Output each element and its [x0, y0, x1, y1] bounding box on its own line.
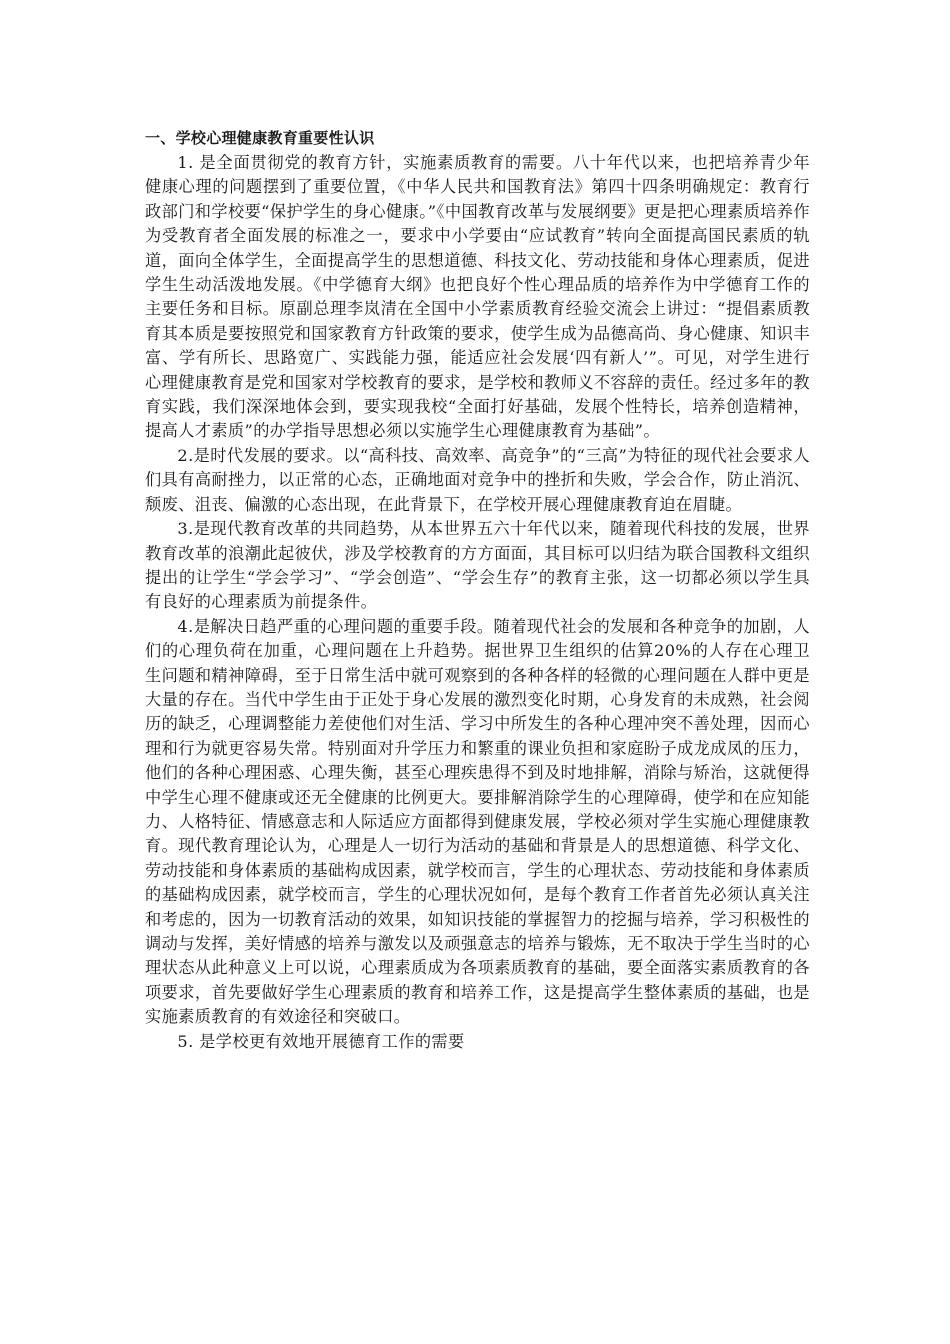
section-heading: 一、学校心理健康教育重要性认识: [145, 129, 375, 147]
paragraph-4: 4.是解决日趋严重的心理问题的重要手段。随着现代社会的发展和各种竞争的加剧，人们的心理负荷在加重，心理问题在上升趋势。据世界卫生组织的估算20%的人存在心理卫生问题和精神障碍，至于日常生活中就可观察到的各种各样的轻微的心理问题在人群中更是大量的存在。当代中学生由于正处于身心发展的激烈变化时期，心身发育的未成熟，社会阅历的缺乏，心理调整能力差使他们对生活、学习中所发生的各种心理冲突不善处理，因而心理和行为就更容易失常。特别面对升学压力和繁重的课业负担和家庭盼子成龙成凤的压力，他们的各种心理困惑、心理失衡，甚至心理疾患得不到及时地排解，消除与矫治，这就便得中学生心理不健康或还无全健康的比例更大。要排解消除学生的心理障碍，使学和在应知能力、人格特征、情感意志和人际适应方面都得到健康发展，学校必须对学生实施心理健康教育。现代教育理论认为，心理是人一切行为活动的基础和背景是人的思想道德、科学文化、劳动技能和身体素质的基础构成因素，就学校而言，学生的心理状态、劳动技能和身体素质的基础构成因素，就学校而言，学生的心理状况如何，是每个教育工作者首先必须认真关注和考虑的，因为一切教育活动的效果，如知识技能的掌握智力的挖掘与培养，学习积极性的调动与发挥，美好情感的培养与激发以及顽强意志的培养与锻炼，无不取决于学生当时的心理状态从此种意义上可以说，心理素质成为各项素质教育的基础，要全面落实素质教育的各项要求，首先要做好学生心理素质的教育和培养工作，这是提高学生整体素质的基础，也是实施素质教育的有效途径和突破口。: [145, 616, 810, 1027]
document-page: [145, 125, 810, 1054]
paragraph-5: 5. 是学校更有效地开展德育工作的需要: [177, 1031, 465, 1051]
paragraph-2: 2.是时代发展的要求。以“高科技、高效率、高竞争”的“三高”为特征的现代社会要求人们具有高耐挫力，以正常的心态，正确地面对竞争中的挫折和失败，学会合作，防止消沉、颓废、沮丧、偏激的心态出现，在此背景下，在学校开展心理健康教育迫在眉睫。: [145, 445, 810, 514]
paragraph-3: 3.是现代教育改革的共同趋势，从本世界五六十年代以来，随着现代科技的发展，世界教育改革的浪潮此起彼伏，涉及学校教育的方方面面，其目标可以归结为联合国教科文组织提出的让学生“学会学习”、“学会创造”、“学会生存”的教育主张，这一切都必须以学生具有良好的心理素质为前提条件。: [145, 519, 810, 612]
paragraph-1: 1. 是全面贯彻党的教育方针，实施素质教育的需要。八十年代以来，也把培养青少年健康心理的问题摆到了重要位置，《中华人民共和国教育法》第四十四条明确规定：教育行政部门和学校要“保护学生的身心健康。”《中国教育改革与发展纲要》更是把心理素质培养作为受教育者全面发展的标准之一，要求中小学要由“应试教育”转向全面提高国民素质的轨道，面向全体学生，全面提高学生的思想道德、科技文化、劳动技能和身体心理素质，促进学生生动活泼地发展。《中学德育大纲》也把良好个性心理品质的培养作为中学德育工作的主要任务和目标。原副总理李岚清在全国中小学素质教育经验交流会上讲过：“提倡素质教育其本质是要按照党和国家教育方针政策的要求，使学生成为品德高尚、身心健康、知识丰富、学有所长、思路宽广、实践能力强，能适应社会发展‘四有新人’”。可见，对学生进行心理健康教育是党和国家对学校教育的要求，是学校和教师义不容辞的责任。经过多年的教育实践，我们深深地体会到，要实现我校“全面打好基础，发展个性特长，培养创造精神，提高人才素质”的办学指导思想必须以实施学生心理健康教育为基础”。: [145, 153, 810, 441]
